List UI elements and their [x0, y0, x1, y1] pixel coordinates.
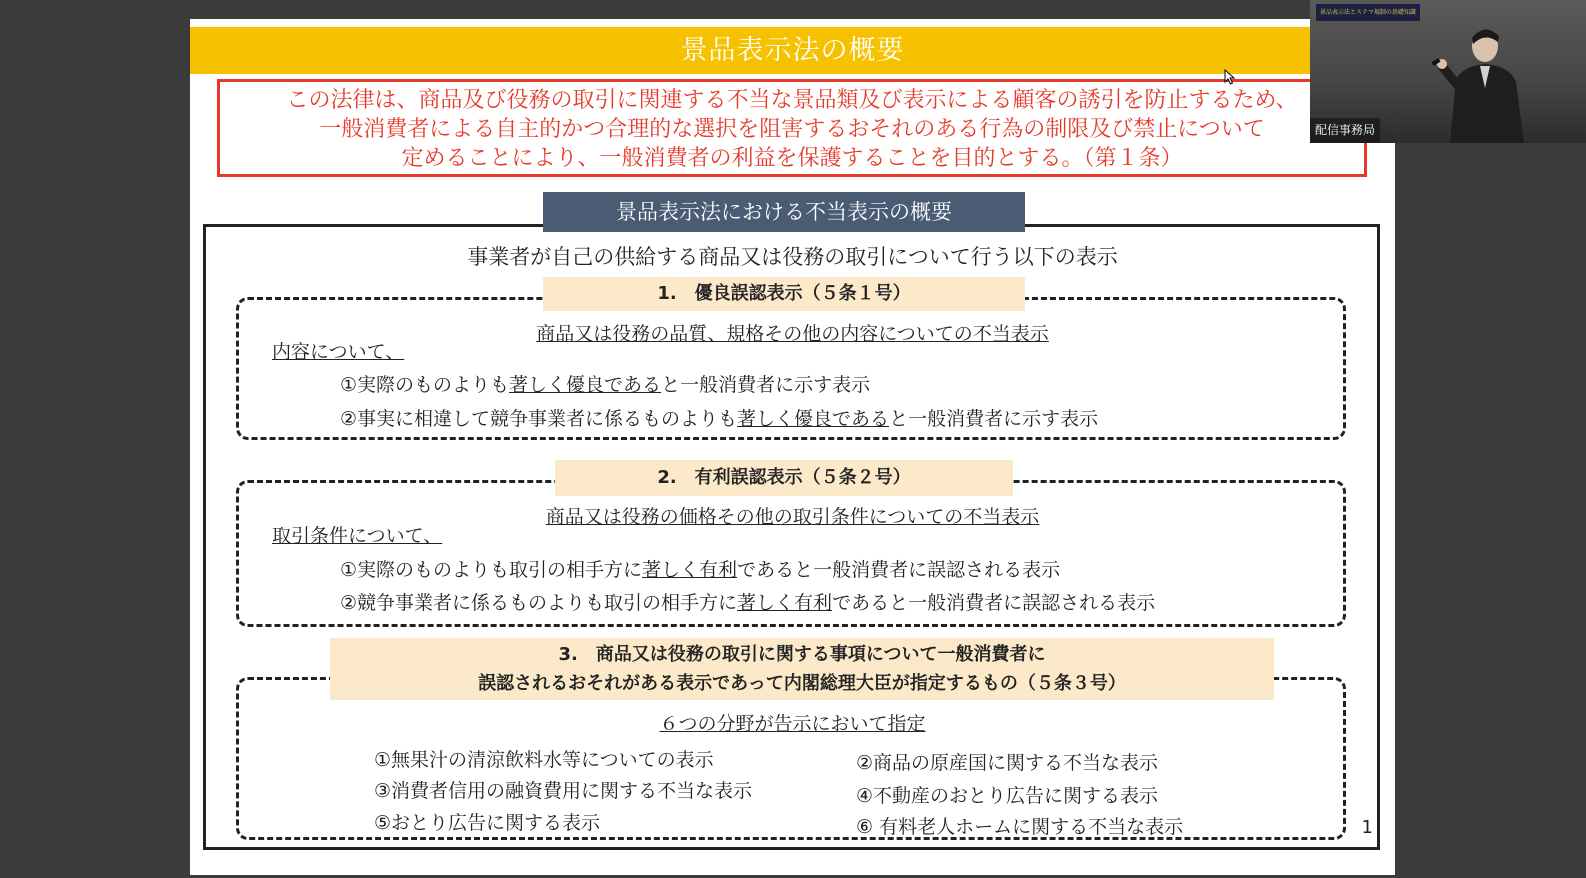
section1-item-2-a: ②事実に相違して競争事業者に係るものよりも	[340, 408, 738, 430]
section1-subtitle: 商品又は役務の品質、規格その他の内容についての不当表示	[536, 323, 1049, 345]
overview-header: 景品表示法における不当表示の概要	[543, 192, 1025, 232]
page-number: 1	[1361, 817, 1373, 838]
speaker-figure-icon	[1430, 18, 1530, 143]
section2-item-2-b: であると一般消費者に誤認される表示	[832, 592, 1156, 614]
purpose-line-3: 定めることにより、一般消費者の利益を保護することを目的とする。（第１条）	[401, 146, 1183, 171]
section2-subtitle: 商品又は役務の価格その他の取引条件についての不当表示	[545, 506, 1040, 528]
webcam-overlay	[1310, 0, 1586, 143]
purpose-line-2: 一般消費者による自主的かつ合理的な選択を阻害するおそれのある行為の制限及び禁止について	[319, 117, 1265, 142]
section2-item-2-a: ②競争事業者に係るものよりも取引の相手方に	[340, 592, 738, 614]
section1-item-2-b: と一般消費者に示す表示	[889, 408, 1099, 430]
section1-item-1-underline: 著しく優良である	[509, 374, 662, 396]
section3-label-line-1: 3. 商品又は役務の取引に関する事項について一般消費者に	[558, 644, 1046, 665]
section1-item-1	[340, 370, 870, 397]
section2-item-1	[340, 555, 1060, 582]
section3-item-3: ③消費者信用の融資費用に関する不当な表示	[374, 780, 753, 802]
mouse-cursor-icon	[1224, 69, 1236, 85]
slide	[190, 19, 1395, 875]
section3-item-5: ⑤おとり広告に関する表示	[374, 812, 601, 834]
section3-item-1: ①無果汁の清涼飲料水等についての表示	[374, 749, 714, 771]
section3-label-line-2: 誤認されるおそれがある表示であって内閣総理大臣が指定するもの（５条３号）	[478, 673, 1126, 694]
section2-lead: 取引条件について、	[272, 525, 443, 547]
purpose-line-1: この法律は、商品及び役務の取引に関連する不当な景品類及び表示による顧客の誘引を防止するため、	[286, 88, 1298, 113]
section3-subtitle: ６つの分野が告示において指定	[659, 713, 926, 735]
host-label: 配信事務局	[1310, 118, 1380, 143]
section2-item-1-b: であると一般消費者に誤認される表示	[737, 559, 1061, 581]
slide-title: 景品表示法の概要	[190, 27, 1395, 74]
section3-item-6: ⑥ 有料老人ホームに関する不当な表示	[856, 816, 1184, 838]
section1-label: 1. 優良誤認表示（５条１号）	[543, 277, 1025, 311]
purpose-box	[217, 79, 1367, 177]
section1-item-2	[340, 404, 1098, 431]
section2-label: 2. 有利誤認表示（５条２号）	[555, 460, 1013, 496]
section3-item-2: ②商品の原産国に関する不当な表示	[856, 752, 1159, 774]
section2-item-2	[340, 588, 1155, 615]
section2-item-1-a: ①実際のものよりも取引の相手方に	[340, 559, 643, 581]
section2-item-2-underline: 著しく有利	[737, 592, 833, 614]
section3-item-4: ④不動産のおとり広告に関する表示	[856, 785, 1159, 807]
section1-item-1-a: ①実際のものよりも	[340, 374, 510, 396]
overview-intro: 事業者が自己の供給する商品又は役務の取引について行う以下の表示	[467, 245, 1118, 269]
section1-item-2-underline: 著しく優良である	[737, 408, 890, 430]
section1-lead: 内容について、	[272, 341, 405, 363]
section2-item-1-underline: 著しく有利	[642, 559, 738, 581]
section3-label	[330, 638, 1274, 700]
section1-item-1-b: と一般消費者に示す表示	[661, 374, 871, 396]
webcam-banner: 景品表示法とステマ規制の基礎知識	[1316, 4, 1420, 21]
